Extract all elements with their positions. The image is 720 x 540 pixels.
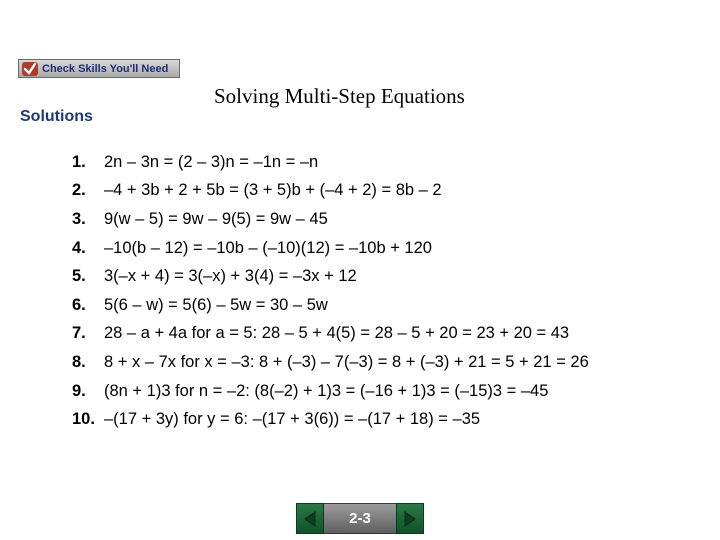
next-button[interactable] <box>396 503 424 534</box>
solution-row <box>72 405 589 434</box>
solution-row <box>72 377 589 406</box>
solution-text: 5(6 – w) = 5(6) – 5w = 30 – 5w <box>104 295 328 314</box>
check-skills-badge <box>18 59 180 78</box>
solution-number: 7. <box>72 324 86 343</box>
solution-text: 2n – 3n = (2 – 3)n = –1n = –n <box>104 152 319 171</box>
solution-text: (8n + 1)3 for n = –2: (8(–2) + 1)3 = (–16 + 1)3 = (–15)3 = –45 <box>104 381 549 400</box>
solution-row <box>72 291 589 320</box>
solution-number: 4. <box>72 238 86 257</box>
solution-text: 9(w – 5) = 9w – 9(5) = 9w – 45 <box>104 209 328 228</box>
triangle-right-icon <box>402 510 418 528</box>
solution-text: –10(b – 12) = –10b – (–10)(12) = –10b + 120 <box>104 238 432 257</box>
solution-number: 6. <box>72 295 86 314</box>
solution-row <box>72 148 589 177</box>
solution-number: 3. <box>72 209 86 228</box>
solution-row <box>72 262 589 291</box>
solution-row <box>72 348 589 377</box>
solution-row <box>72 320 589 349</box>
solution-number: 9. <box>72 381 86 400</box>
solution-text: –4 + 3b + 2 + 5b = (3 + 5)b + (–4 + 2) = 8b – 2 <box>104 181 442 200</box>
badge-label: Check Skills You'll Need <box>42 62 169 75</box>
solution-text: 3(–x + 4) = 3(–x) + 3(4) = –3x + 12 <box>104 267 357 286</box>
solution-number: 5. <box>72 267 86 286</box>
lesson-label: 2-3 <box>324 503 396 534</box>
solution-row <box>72 234 589 263</box>
solution-number: 10. <box>72 410 95 429</box>
prev-button[interactable] <box>296 503 324 534</box>
solution-text: 28 – a + 4a for a = 5: 28 – 5 + 4(5) = 28 – 5 + 20 = 23 + 20 = 43 <box>104 324 570 343</box>
checkmark-icon <box>22 62 38 76</box>
solution-text: 8 + x – 7x for x = –3: 8 + (–3) – 7(–3) = 8 + (–3) + 21 = 5 + 21 = 26 <box>104 352 589 371</box>
solution-number: 1. <box>72 152 86 171</box>
solutions-list <box>72 148 589 434</box>
page-title: Solving Multi-Step Equations <box>214 84 465 108</box>
section-subtitle: Solutions <box>20 108 93 125</box>
lesson-nav <box>296 503 424 534</box>
triangle-left-icon <box>302 510 318 528</box>
solution-row <box>72 205 589 234</box>
solution-number: 8. <box>72 352 86 371</box>
solution-text: –(17 + 3y) for y = 6: –(17 + 3(6)) = –(17 + 18) = –35 <box>104 410 481 429</box>
solution-row <box>72 177 589 206</box>
solution-number: 2. <box>72 181 86 200</box>
